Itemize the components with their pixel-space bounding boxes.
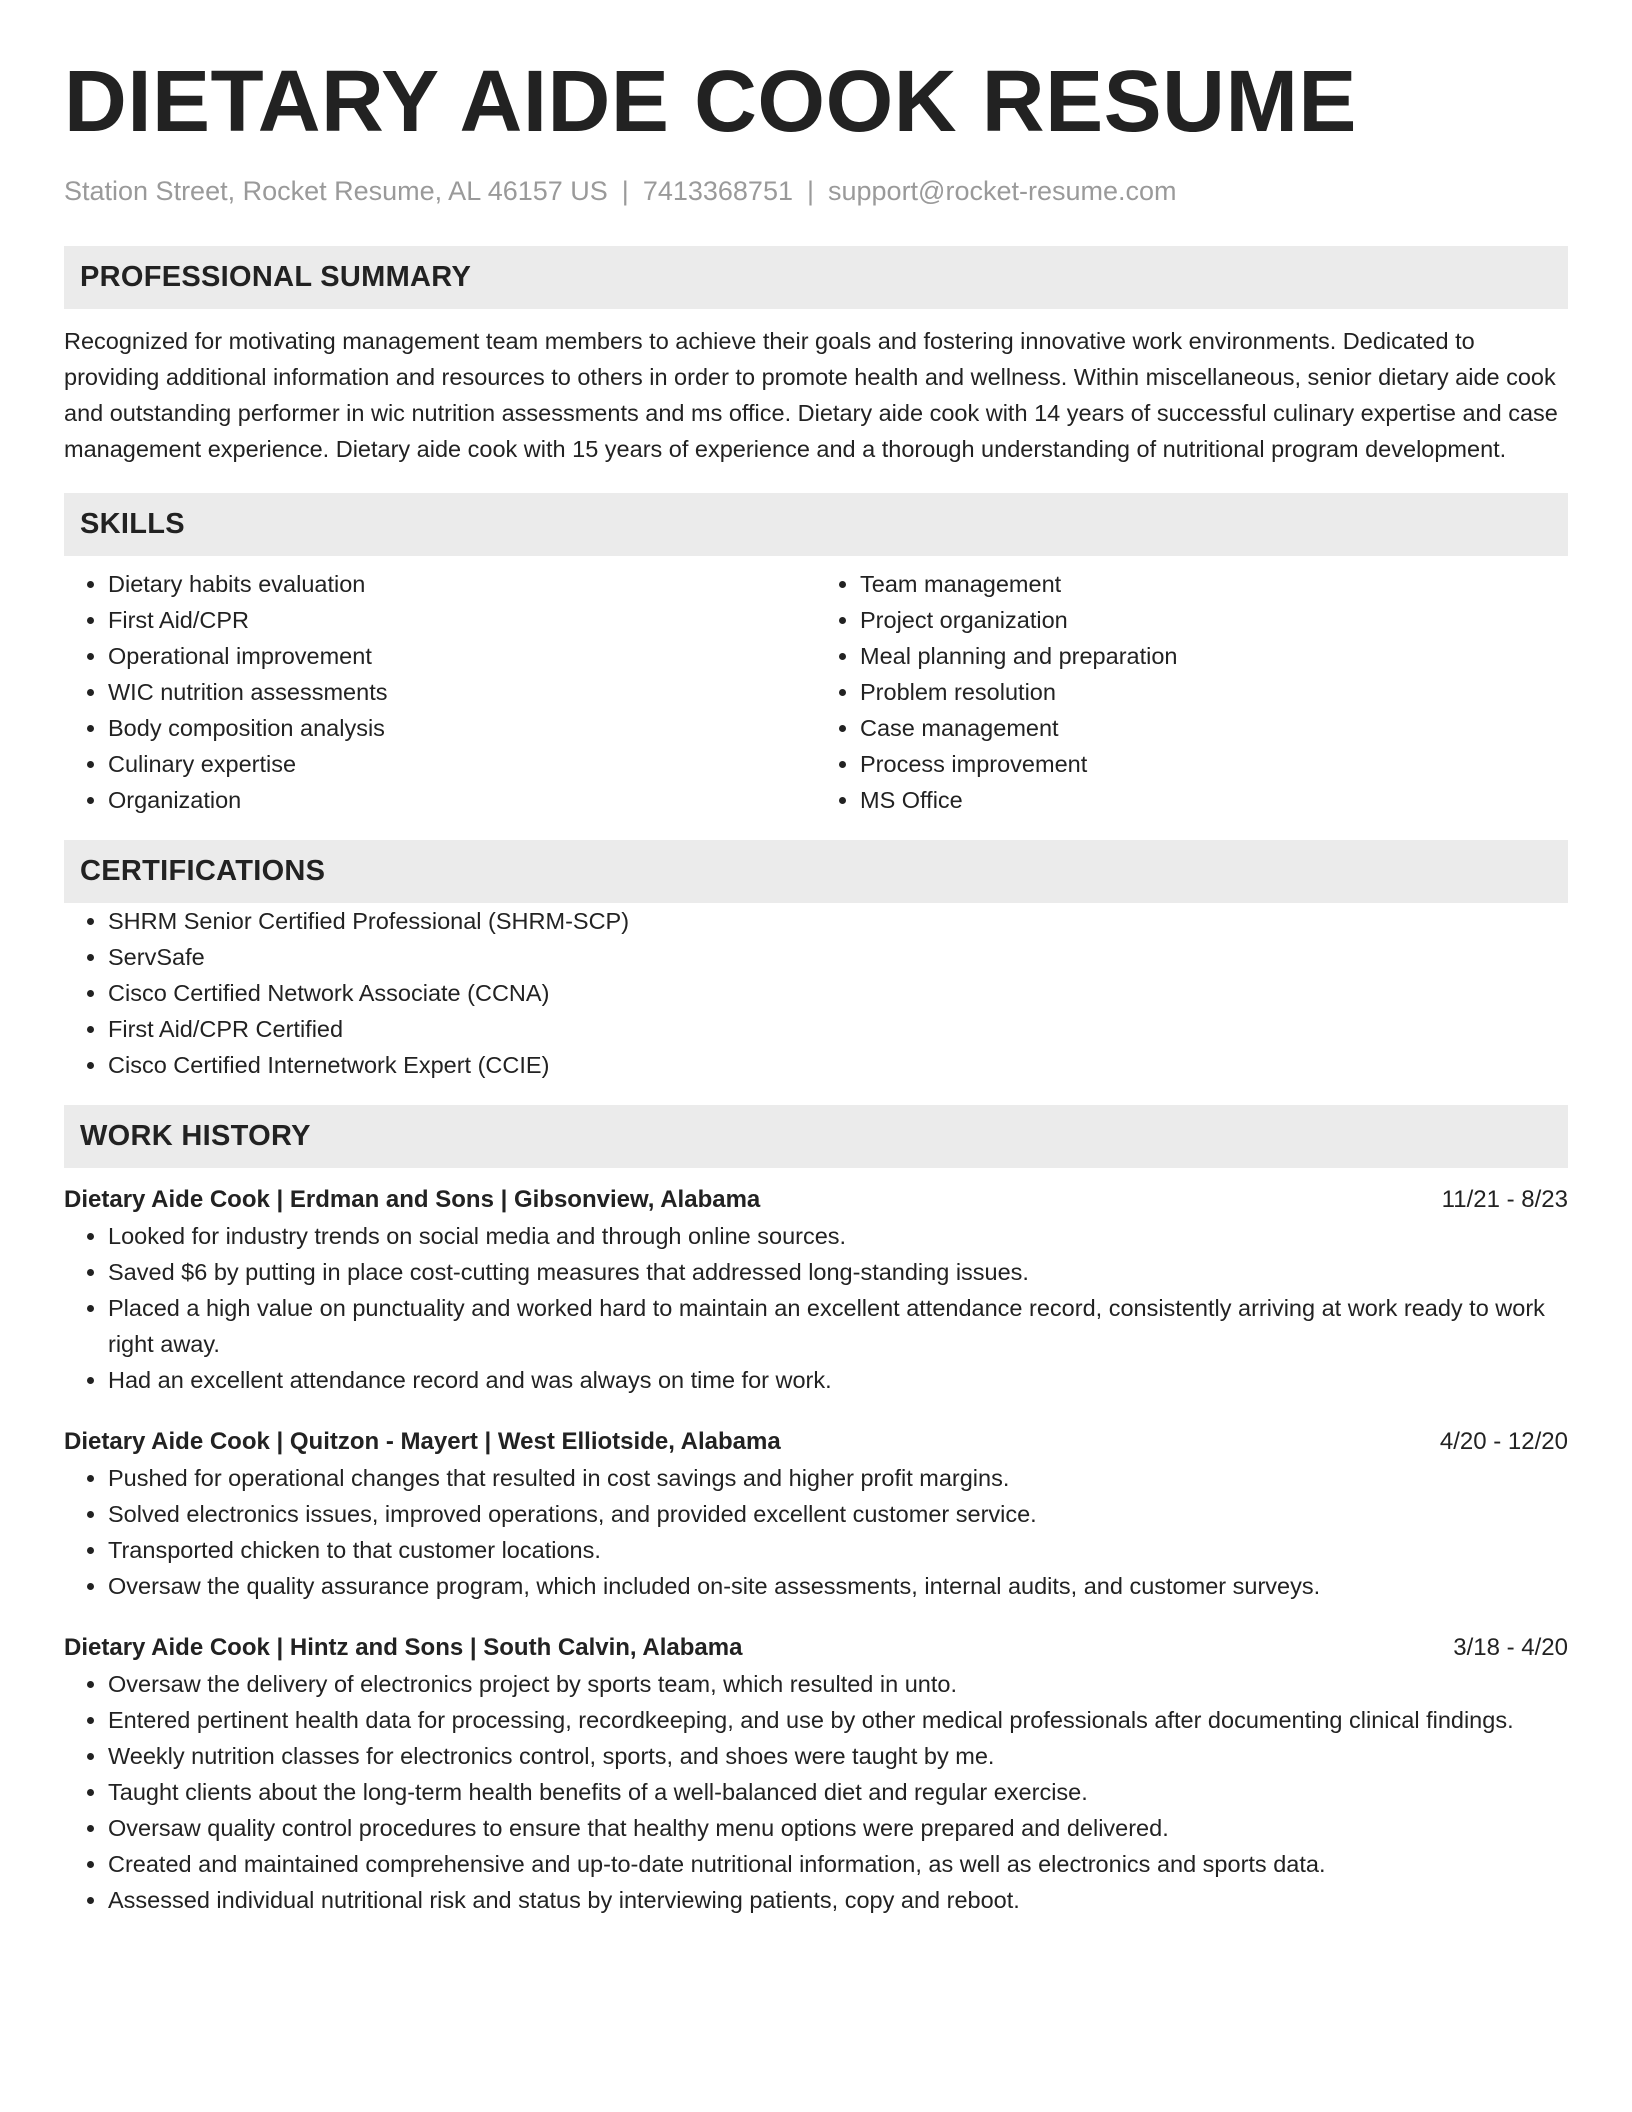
certification-item: • ServSafe <box>108 939 1568 975</box>
skills-column-right <box>816 566 1568 818</box>
section-header-summary <box>64 246 1568 309</box>
skill-item: • Dietary habits evaluation <box>108 566 816 602</box>
job-dates: 3/18 - 4/20 <box>1453 1634 1568 1661</box>
skill-item: • Problem resolution <box>860 674 1568 710</box>
certification-item: • SHRM Senior Certified Professional (SHRM-SCP) <box>108 903 1568 939</box>
skill-item: • Body composition analysis <box>108 710 816 746</box>
section-title: PROFESSIONAL SUMMARY <box>80 261 472 293</box>
summary-text: Recognized for motivating management team members to achieve their goals and fostering innovative work environments. Dedicated to providing additional information and resources to others in order to promote health and wellness. Within miscellaneous, senior dietary aide cook and outstanding performer in wic nutrition assessments and ms office. Dietary aide cook with 14 years of successful culinary expertise and case management experience. Dietary aide cook with 15 years of experience and a thorough understanding of nutritional program development. <box>64 328 1558 462</box>
job-entry <box>64 1182 1568 1398</box>
skills-list-right <box>816 566 1568 818</box>
job-bullet: • Looked for industry trends on social media and through online sources. <box>108 1218 1568 1254</box>
job-bullets <box>64 1218 1568 1398</box>
section-title: WORK HISTORY <box>80 1120 311 1152</box>
certification-item: • Cisco Certified Internetwork Expert (CCIE) <box>108 1047 1568 1083</box>
contact-email: support@rocket-resume.com <box>828 176 1177 206</box>
job-bullets <box>64 1666 1568 1918</box>
job-bullet: • Oversaw the quality assurance program, which included on-site assessments, internal audits, and customer surveys. <box>108 1568 1568 1604</box>
certification-item: • First Aid/CPR Certified <box>108 1011 1568 1047</box>
contact-separator: | <box>806 176 814 206</box>
skills-column-left <box>64 566 816 818</box>
job-bullet: • Created and maintained comprehensive and up-to-date nutritional information, as well as electronics and sports data. <box>108 1846 1568 1882</box>
job-bullet: • Placed a high value on punctuality and worked hard to maintain an excellent attendance record, consistently arriving at work ready to work right away. <box>108 1290 1568 1362</box>
skill-item: • MS Office <box>860 782 1568 818</box>
resume-title: DIETARY AIDE COOK RESUME <box>64 53 1357 150</box>
job-bullets <box>64 1460 1568 1604</box>
job-bullet: • Saved $6 by putting in place cost-cutting measures that addressed long-standing issues. <box>108 1254 1568 1290</box>
job-bullet: • Pushed for operational changes that resulted in cost savings and higher profit margins. <box>108 1460 1568 1496</box>
skill-item: • Culinary expertise <box>108 746 816 782</box>
job-dates: 11/21 - 8/23 <box>1441 1186 1568 1213</box>
contact-line <box>64 174 1568 208</box>
contact-separator: | <box>621 176 629 206</box>
job-bullet: • Weekly nutrition classes for electronics control, sports, and shoes were taught by me. <box>108 1738 1568 1774</box>
summary-section <box>64 246 1568 467</box>
job-header <box>64 1182 1568 1218</box>
jobs-container <box>64 1182 1568 1918</box>
job-bullet: • Entered pertinent health data for processing, recordkeeping, and use by other medical professionals after documenting clinical findings. <box>108 1702 1568 1738</box>
job-title: Dietary Aide Cook | Hintz and Sons | South Calvin, Alabama <box>64 1634 743 1661</box>
section-title: CERTIFICATIONS <box>80 855 326 887</box>
contact-phone: 7413368751 <box>642 176 793 206</box>
job-header <box>64 1424 1568 1460</box>
certification-item: • Cisco Certified Network Associate (CCNA) <box>108 975 1568 1011</box>
skills-grid <box>64 566 1568 818</box>
job-bullet: • Taught clients about the long-term health benefits of a well-balanced diet and regular exercise. <box>108 1774 1568 1810</box>
skill-item: • Meal planning and preparation <box>860 638 1568 674</box>
contact-address: Station Street, Rocket Resume, AL 46157 US <box>64 176 608 206</box>
skill-item: • Team management <box>860 566 1568 602</box>
job-title: Dietary Aide Cook | Quitzon - Mayert | West Elliotside, Alabama <box>64 1428 781 1455</box>
skill-item: • Organization <box>108 782 816 818</box>
job-bullet: • Oversaw quality control procedures to ensure that healthy menu options were prepared and delivered. <box>108 1810 1568 1846</box>
skill-item: • WIC nutrition assessments <box>108 674 816 710</box>
skill-item: • First Aid/CPR <box>108 602 816 638</box>
skill-item: • Case management <box>860 710 1568 746</box>
work-history-section <box>64 1105 1568 1918</box>
skill-item: • Process improvement <box>860 746 1568 782</box>
certifications-section <box>64 840 1568 1083</box>
job-entry <box>64 1424 1568 1604</box>
job-bullet: • Transported chicken to that customer locations. <box>108 1532 1568 1568</box>
job-dates: 4/20 - 12/20 <box>1439 1428 1568 1455</box>
section-header-work-history <box>64 1105 1568 1168</box>
job-header <box>64 1630 1568 1666</box>
skills-section <box>64 493 1568 818</box>
job-bullet: • Had an excellent attendance record and was always on time for work. <box>108 1362 1568 1398</box>
section-title: SKILLS <box>80 508 185 540</box>
job-bullet: • Oversaw the delivery of electronics project by sports team, which resulted in unto. <box>108 1666 1568 1702</box>
job-bullet: • Solved electronics issues, improved operations, and provided excellent customer service. <box>108 1496 1568 1532</box>
job-bullet: • Assessed individual nutritional risk and status by interviewing patients, copy and reboot. <box>108 1882 1568 1918</box>
skill-item: • Project organization <box>860 602 1568 638</box>
section-header-skills <box>64 493 1568 556</box>
job-entry <box>64 1630 1568 1918</box>
section-header-certifications <box>64 840 1568 903</box>
job-title: Dietary Aide Cook | Erdman and Sons | Gibsonview, Alabama <box>64 1186 761 1213</box>
certifications-list <box>64 903 1568 1083</box>
skill-item: • Operational improvement <box>108 638 816 674</box>
skills-list-left <box>64 566 816 818</box>
